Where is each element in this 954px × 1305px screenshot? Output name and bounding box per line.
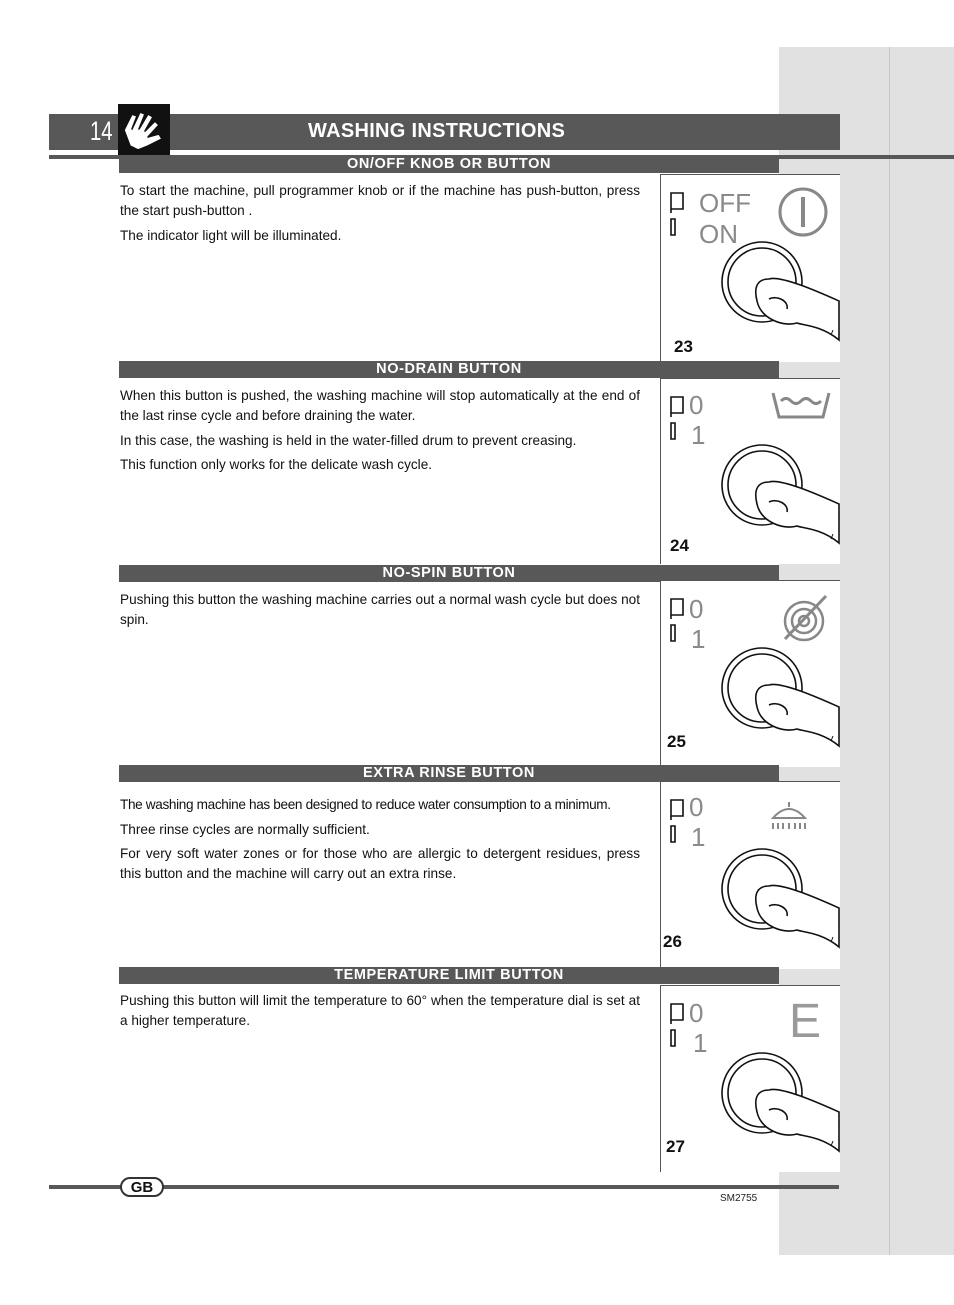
on-label: ON — [699, 219, 738, 249]
document-code: SM2755 — [720, 1193, 758, 1204]
paragraph: Three rinse cycles are normally sufficient. — [120, 821, 370, 837]
paragraph: Pushing this button the washing machine carries out a normal wash cycle but does not spin. — [120, 592, 640, 627]
shower-icon — [773, 802, 805, 829]
language-badge: GB — [120, 1177, 164, 1197]
footer-rule — [49, 1185, 839, 1189]
one-label: 1 — [691, 822, 706, 852]
one-label: 1 — [691, 420, 706, 450]
section-body-temperature-limit — [120, 991, 640, 1036]
figure-panel-temperature-limit — [660, 985, 840, 1172]
paragraph: Pushing this button will limit the temperature to 60° when the temperature dial is set at a higher temperature. — [120, 993, 640, 1028]
one-label: 1 — [691, 624, 706, 654]
strip-divider — [889, 47, 890, 1255]
page-title: WASHING INSTRUCTIONS — [308, 120, 566, 142]
figure-panel-no-spin — [660, 580, 840, 767]
section-body-no-drain — [120, 386, 640, 480]
paragraph: For very soft water zones or for those who are allergic to detergent residues, press this button and the machine will carry out an extra rinse. — [120, 846, 640, 881]
paragraph: When this button is pushed, the washing machine will stop automatically at the end of the last rinse cycle and before draining the water. — [120, 388, 640, 423]
section-title-on-off: ON/OFF KNOB OR BUTTON — [119, 156, 779, 173]
figure-number: 27 — [666, 1137, 685, 1156]
paragraph: In this case, the washing is held in the water-filled drum to prevent creasing. — [120, 432, 577, 448]
section-title-no-spin: NO-SPIN BUTTON — [119, 565, 779, 582]
zero-label: 0 — [689, 998, 704, 1028]
figure-number: 24 — [670, 536, 689, 555]
off-label: OFF — [699, 188, 751, 218]
page-number: 14 — [90, 116, 113, 146]
section-body-extra-rinse — [120, 795, 640, 889]
section-body-on-off — [120, 181, 640, 250]
section-title-temperature-limit: TEMPERATURE LIMIT BUTTON — [119, 967, 779, 984]
figure-number: 26 — [663, 932, 682, 951]
no-spin-icon — [785, 596, 826, 640]
paragraph: The washing machine has been designed to reduce water consumption to a minimum. — [120, 797, 611, 812]
figure-panel-extra-rinse — [660, 781, 840, 969]
section-title-no-drain: NO-DRAIN BUTTON — [119, 361, 779, 378]
section-body-no-spin — [120, 590, 640, 635]
zero-label: 0 — [689, 594, 704, 624]
section-title-extra-rinse: EXTRA RINSE BUTTON — [119, 765, 779, 782]
figure-panel-on-off — [660, 174, 840, 362]
paragraph: This function only works for the delicate wash cycle. — [120, 457, 433, 472]
letter-e-icon: E — [789, 995, 822, 1048]
hand-icon — [118, 104, 170, 156]
zero-label: 0 — [689, 792, 704, 822]
figure-panel-no-drain — [660, 378, 840, 564]
figure-number: 23 — [674, 337, 693, 356]
paragraph: To start the machine, pull programmer knob or if the machine has push-button, press the start push-button . — [120, 183, 640, 218]
water-tub-icon — [773, 393, 829, 417]
one-label: 1 — [693, 1028, 708, 1058]
paragraph: The indicator light will be illuminated. — [120, 227, 342, 243]
power-icon — [780, 189, 826, 235]
figure-number: 25 — [667, 732, 686, 751]
zero-label: 0 — [689, 390, 704, 420]
